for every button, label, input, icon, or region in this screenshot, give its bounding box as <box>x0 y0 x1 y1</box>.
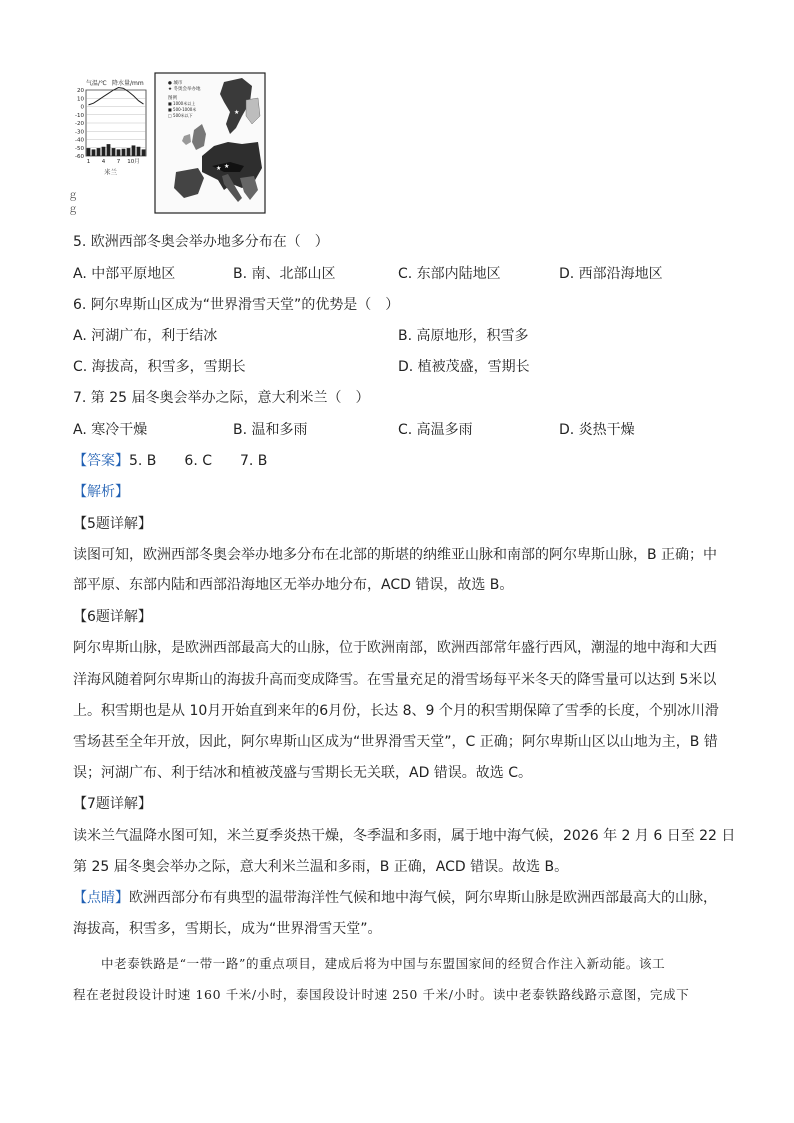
climate-chart <box>64 70 154 180</box>
y-tick-label: -50 <box>75 145 84 152</box>
precip-bar <box>122 149 126 156</box>
q5-option-d: D. 西部沿海地区 <box>559 266 663 282</box>
precip-bar <box>117 149 121 156</box>
y-tick-label: -40 <box>75 137 84 144</box>
y-tick-label: -30 <box>75 129 84 136</box>
legend-city: ● 城市 <box>168 81 183 86</box>
q7-detail-line: 读米兰气温降水图可知，米兰夏季炎热干燥，冬季温和多雨，属于地中海气候，2026 年 2 月 6 日至 22 日 <box>73 828 736 844</box>
host-star-icon: ★ <box>224 163 230 170</box>
legend-high: ■ 1000米以上 <box>168 101 196 106</box>
chart-title-left: 气温/℃ <box>86 80 107 87</box>
legend-title: 图例 <box>168 96 177 101</box>
q5-option-c: C. 东部内陆地区 <box>398 266 501 282</box>
tip-label: 【点睛】 <box>73 890 129 906</box>
q7-option-a: A. 寒冷干燥 <box>73 422 148 438</box>
q5-detail-line: 部平原、东部内陆和西部沿海地区无举办地分布，ACD 错误，故选 B。 <box>73 577 514 593</box>
precip-bar <box>92 149 96 156</box>
precip-bar <box>137 147 141 156</box>
legend-low: □ 500米以下 <box>168 113 193 118</box>
precip-bar <box>97 148 101 156</box>
x-tick-label: 4 <box>101 159 106 165</box>
q6-detail-line: 洋海风随着阿尔卑斯山的海拔升高而变成降雪。在雪量充足的滑雪场每平米冬天的降雪量可以达到 5米以 <box>73 672 717 688</box>
host-star-icon: ★ <box>216 165 222 172</box>
precip-bar <box>87 148 91 156</box>
chart-caption: 米兰 <box>104 168 117 176</box>
answer-row <box>73 451 267 471</box>
precip-bar <box>142 149 146 156</box>
precip-bar <box>112 148 116 156</box>
margin-mark: ｇ <box>68 204 78 215</box>
q5-detail-label: 【5题详解】 <box>73 516 152 532</box>
y-tick-label: -60 <box>75 154 84 160</box>
next-passage-line: 程在老挝段设计时速 160 千米/小时，泰国段设计时速 250 千米/小时。读中老泰铁路线路示意图，完成下 <box>73 987 690 1002</box>
q5-option-a: A. 中部平原地区 <box>73 266 176 282</box>
q7-option-d: D. 炎热干燥 <box>559 422 635 438</box>
q7-option-c: C. 高温多雨 <box>398 422 473 438</box>
q6-option-a: A. 河湖广布，利于结冰 <box>73 328 218 344</box>
q5-option-b: B. 南、北部山区 <box>233 266 336 282</box>
y-tick-label: -20 <box>75 121 84 127</box>
precip-bar <box>127 148 131 156</box>
x-tick-label: 1 <box>86 159 91 165</box>
q6-option-b: B. 高原地形，积雪多 <box>398 328 529 344</box>
y-tick-label: 10 <box>77 96 84 103</box>
question-6-stem: 6. 阿尔卑斯山区成为“世界滑雪天堂”的优势是（ ） <box>73 297 400 313</box>
legend-mid: ■ 500-1000米 <box>168 107 197 112</box>
precip-bar <box>132 145 136 156</box>
y-tick-label: 0 <box>80 104 84 111</box>
legend-host: ★ 冬奥会举办地 <box>168 87 201 92</box>
answer-text: 5. B 6. C 7. B <box>129 453 268 469</box>
q6-detail-label: 【6题详解】 <box>73 609 152 625</box>
q6-detail-line: 上。积雪期也是从 10月开始直到来年的6月份，长达 8、9 个月的积雪期保障了雪季的长度，个别冰川滑 <box>73 703 719 719</box>
precip-bar <box>102 147 106 156</box>
q7-option-b: B. 温和多雨 <box>233 422 308 438</box>
next-passage-line: 中老泰铁路是“一带一路”的重点项目，建成后将为中国与东盟国家间的经贸合作注入新动能。该工 <box>101 956 666 971</box>
y-tick-label: 20 <box>77 88 84 94</box>
margin-mark: ｇ <box>68 190 78 201</box>
q6-option-d: D. 植被茂盛，雪期长 <box>398 359 530 375</box>
precip-bar <box>107 144 111 156</box>
x-tick-label: 7 <box>116 159 121 165</box>
q6-detail-line: 阿尔卑斯山脉，是欧洲西部最高大的山脉，位于欧洲南部，欧洲西部常年盛行西风，潮湿的地中海和大西 <box>73 640 717 656</box>
analysis-label: 【解析】 <box>73 484 129 500</box>
host-star-icon: ★ <box>234 109 240 116</box>
q7-detail-label: 【7题详解】 <box>73 796 152 812</box>
answer-label: 【答案】 <box>73 453 129 469</box>
y-tick-label: -10 <box>75 112 84 119</box>
europe-map <box>154 72 266 214</box>
q7-detail-line: 第 25 届冬奥会举办之际，意大利米兰温和多雨，B 正确，ACD 错误。故选 B。 <box>73 859 569 875</box>
q6-option-c: C. 海拔高，积雪多，雪期长 <box>73 359 246 375</box>
figure-area <box>64 70 274 220</box>
q6-detail-line: 雪场甚至全年开放，因此，阿尔卑斯山区成为“世界滑雪天堂”，C 正确；阿尔卑斯山区以山地为主，B 错 <box>73 734 718 750</box>
tip-line: 海拔高，积雪多，雪期长，成为“世界滑雪天堂”。 <box>73 921 382 937</box>
x-tick-label: 10月 <box>127 159 140 165</box>
tip-text: 欧洲西部分布有典型的温带海洋性气候和地中海气候，阿尔卑斯山脉是欧洲西部最高大的山脉， <box>129 890 717 906</box>
q6-detail-line: 误；河湖广布、利于结冰和植被茂盛与雪期长无关联，AD 错误。故选 C。 <box>73 765 533 781</box>
chart-title-right: 降水量/mm <box>112 80 144 87</box>
tip-line <box>73 888 723 908</box>
question-5-stem: 5. 欧洲西部冬奥会举办地多分布在（ ） <box>73 234 329 250</box>
q5-detail-line: 读图可知，欧洲西部冬奥会举办地多分布在北部的斯堪的纳维亚山脉和南部的阿尔卑斯山脉，B 正确；中 <box>73 547 718 563</box>
question-7-stem: 7. 第 25 届冬奥会举办之际，意大利米兰（ ） <box>73 390 370 406</box>
